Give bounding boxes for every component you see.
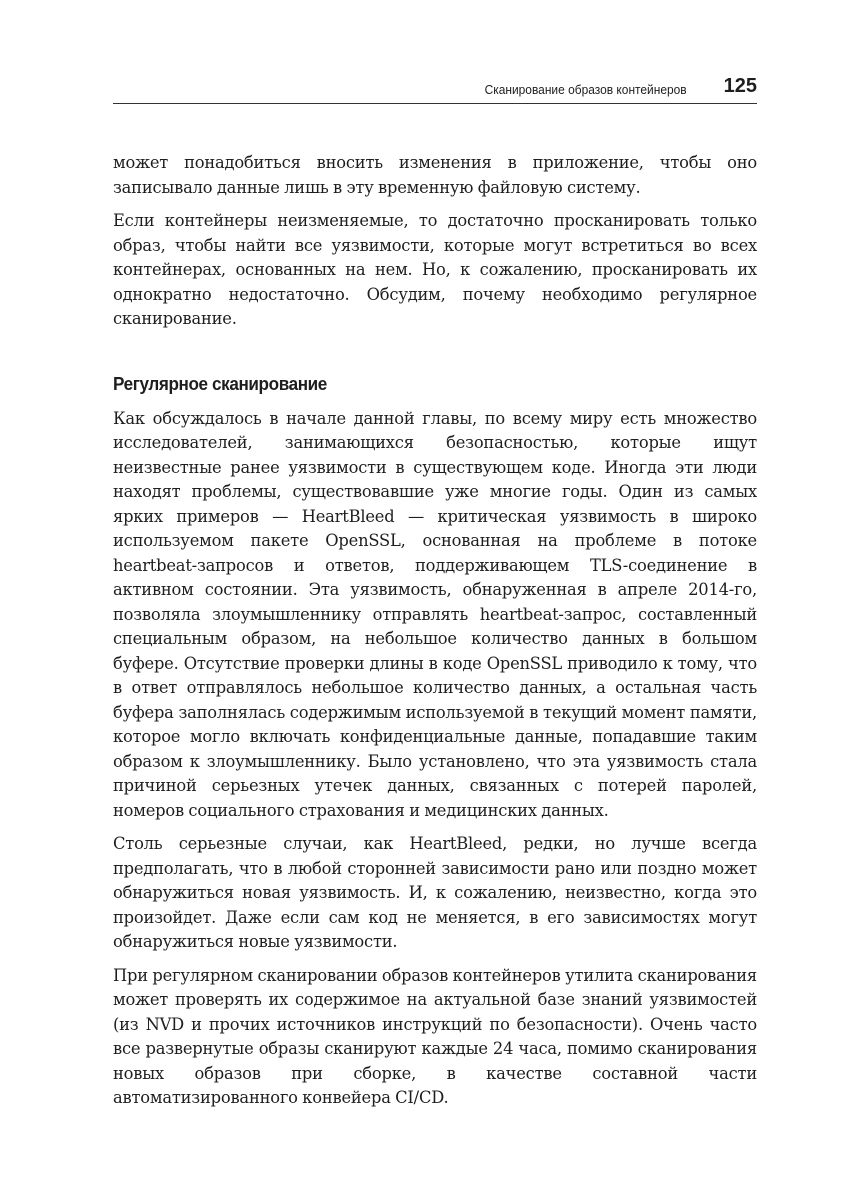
- paragraph-4: Столь серьезные случаи, как HeartBleed, редки, но лучше всегда предполагать, что в любой сторонней зависимости рано или поздно может обнаружиться новая уязвимость. И, к сожалению, неизвестно, когда это произойдет. Даже если сам код не меняется, в его зависимостях могут обнаружиться новые уязвимости.: [113, 834, 757, 951]
- running-title: Сканирование образов контейнеров: [484, 82, 687, 97]
- page-header: [113, 74, 757, 104]
- paragraph-5: При регулярном сканировании образов контейнеров утилита сканирования может проверять их содержимое на актуальной базе знаний уязвимостей (из NVD и прочих источников инструкций по безопасности). Очень часто все развернутые образы сканируют каждые 24 часа, помимо сканирования новых образов при сборке, в качестве составной части автоматизированного конвейера CI/CD.: [113, 965, 757, 1107]
- page-number: 125: [723, 75, 757, 97]
- header-rule: [113, 103, 757, 104]
- paragraph-1: может понадобиться вносить изменения в приложение, чтобы оно записывало данные лишь в эту временную файловую систему.: [113, 153, 757, 197]
- section-heading: Регулярное сканирование: [113, 373, 327, 394]
- paragraph-3: Как обсуждалось в начале данной главы, по всему миру есть множество исследователей, занимающихся безопасностью, которые ищут неизвестные ранее уязвимости в существующем коде. Иногда эти люди находят проблемы, существовавшие уже многие годы. Один из самых ярких примеров — HeartBleed — критическая уязвимость в широко используемом пакете OpenSSL, основанная на проблеме в потоке heartbeat-запросов и ответов, поддерживающем TLS-соединение в активном состоянии. Эта уязвимость, обнаруженная в апреле 2014-го, позволяла злоумышленнику отправлять heartbeat-запрос, составленный специальным образом, на небольшое количество данных в большом буфере. Отсутствие проверки длины в коде OpenSSL приводило к тому, что в ответ отправлялось небольшое количество данных, а остальная часть буфера заполнялась содержимым используемой в текущий момент памяти, которое могло включать конфиденциальные данные, попадавшие таким образом к злоумышленнику. Было установлено, что эта уязвимость стала причиной серьезных утечек данных, связанных с потерей паролей, номеров социального страхования и медицинских данных.: [113, 408, 757, 820]
- page-body: [113, 151, 757, 1111]
- paragraph-2: Если контейнеры неизменяемые, то достаточно просканировать только образ, чтобы найти все уязвимости, которые могут встретиться во всех контейнерах, основанных на нем. Но, к сожалению, просканировать их однократно недостаточно. Обсудим, почему необходимо регулярное сканирование.: [113, 211, 757, 328]
